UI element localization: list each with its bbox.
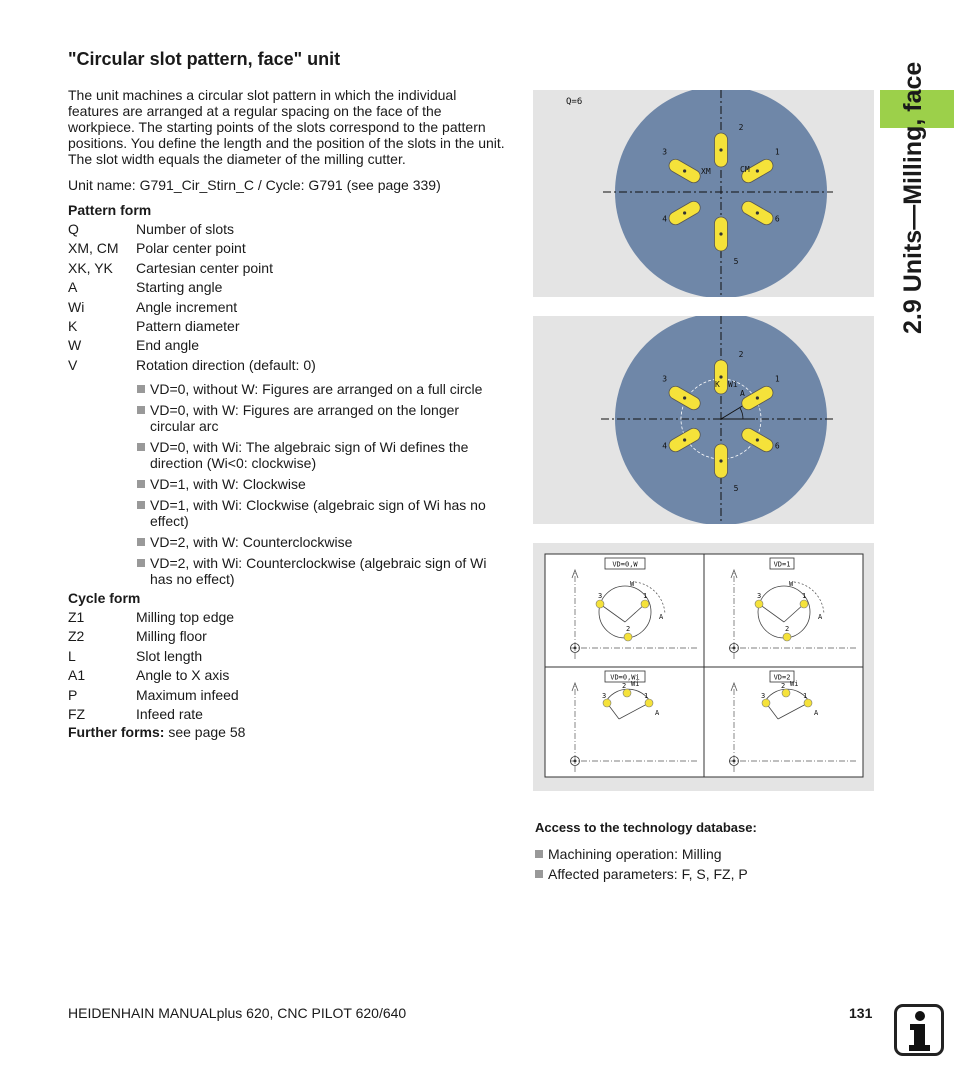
pattern-point [762,699,770,707]
param-key: V [68,356,78,373]
rotation-direction-notes [137,381,507,592]
param-description: Number of slots [136,221,235,237]
pattern-point [596,600,604,608]
slot-center-marker [756,169,759,172]
pattern-point [641,600,649,608]
label-wi: Wi [728,380,738,389]
param-description: Cartesian center point [136,259,273,276]
bullet-text: Machining operation: Milling [548,846,722,862]
bullet-text: VD=2, with W: Counterclockwise [150,534,353,550]
bullet-text: VD=0, with W: Figures are arranged on the longer circular arc [150,402,460,434]
intro-paragraph: The unit machines a circular slot pattern in which the individual features are arranged at a regular spacing on the face of the workpiece. The starting points of the slots correspond to the pattern positions. You define the length and the position of the slots in the unit. The slot width equals the diameter of the milling cutter. [68,87,505,167]
param-key: P [68,686,78,703]
slot-number: 3 [662,374,668,384]
bullet-item [137,381,507,397]
param-key: W [68,337,82,354]
bullet-item [137,555,507,587]
param-key: Q [68,221,79,237]
slot-center-marker [756,438,759,441]
panel-label: VD=0,W [612,560,638,569]
point-number: 2 [781,682,786,690]
mark-w: W [789,580,794,588]
param-description: Angle increment [136,298,238,315]
point-number: 2 [622,682,627,690]
point-number: 3 [598,592,603,600]
point-number: 3 [757,592,762,600]
slot-center-marker [719,232,722,235]
point-number: 3 [761,692,766,700]
bullet-text: VD=1, with Wi: Clockwise (algebraic sign of Wi has no effect) [150,497,486,529]
param-key: Wi [68,298,85,315]
param-key: XM, CM [68,240,119,257]
cycle-form-heading: Cycle form [68,590,141,606]
slot-center-marker [683,211,686,214]
slot-number: 3 [662,147,668,157]
mark-wi: Wi [631,680,640,688]
param-description: Starting angle [136,279,223,296]
footer-text: HEIDENHAIN MANUALplus 620, CNC PILOT 620/640 [68,1005,407,1021]
bullet-text: VD=2, with Wi: Counterclockwise (algebraic sign of Wi has no effect) [150,555,487,587]
param-description: Milling top edge [136,609,235,625]
slot-number: 4 [662,441,668,451]
param-key: A [68,279,78,296]
param-key: K [68,318,78,334]
slot-number: 1 [774,147,780,157]
origin-dot [574,760,577,763]
slot-center-marker [683,396,686,399]
bullet-item [137,497,507,529]
mark-a: A [814,709,819,717]
slot-center-marker [719,375,722,378]
param-key: FZ [68,706,86,722]
further-forms-text: see page 58 [164,724,246,740]
param-key: Z1 [68,609,85,625]
panel-label: VD=0,Wi [610,673,640,682]
origin-dot [574,647,577,650]
pattern-point [603,699,611,707]
page-title: "Circular slot pattern, face" unit [68,49,341,69]
param-key: XK, YK [68,259,113,276]
point-number: 1 [803,692,808,700]
param-description: Maximum infeed [136,686,239,703]
param-key: L [68,647,76,664]
bullet-item [535,866,865,882]
slot-number: 1 [774,374,780,384]
slot-center-marker [756,211,759,214]
slot-number: 5 [733,484,739,493]
bullet-text: VD=1, with W: Clockwise [150,476,306,492]
point-number: 1 [644,692,649,700]
mark-a: A [655,709,660,717]
param-key: Z2 [68,628,85,645]
label-k: K [715,380,720,389]
unit-name: Unit name: G791_Cir_Stirn_C / Cycle: G791 (see page 339) [68,177,441,193]
pattern-point [755,600,763,608]
figure-rotation-direction-panels [533,543,874,791]
further-forms-label: Further forms: [68,724,165,740]
param-description: End angle [136,337,200,354]
param-description: Milling floor [136,628,207,645]
mark-wi: Wi [790,680,799,688]
param-description: Slot length [136,647,203,664]
bullet-item [137,402,507,434]
pattern-point [623,689,631,697]
pattern-point [645,699,653,707]
panel-label: VD=1 [773,560,791,569]
figure-slot-pattern-polar [533,90,874,297]
origin-dot [733,647,736,650]
bullet-text: VD=0, without W: Figures are arranged on a full circle [150,381,483,397]
bullet-text: Affected parameters: F, S, FZ, P [548,866,748,882]
label-a: A [740,389,745,398]
param-description: Pattern diameter [136,318,240,334]
label-cm: CM [740,165,750,174]
slot-number: 6 [774,441,780,451]
bullet-square-icon [137,406,145,414]
point-number: 1 [643,592,648,600]
mark-a: A [659,613,664,621]
origin-dot [733,760,736,763]
bullet-square-icon [137,443,145,451]
chapter-title: 2.9 Units—Milling, face [899,61,927,334]
pattern-point [800,600,808,608]
pattern-form-heading: Pattern form [68,202,152,218]
info-icon [894,1004,944,1056]
slot-number: 5 [733,257,739,266]
bullet-square-icon [137,538,145,546]
further-forms [68,724,245,740]
param-description: Angle to X axis [136,667,230,684]
bullet-square-icon [137,385,145,393]
page-number: 131 [849,1005,873,1021]
slot-center-marker [756,396,759,399]
mark-w: W [630,580,635,588]
mark-a: A [818,613,823,621]
slot-number: 2 [738,123,744,132]
bullet-square-icon [137,501,145,509]
bullet-item [137,439,507,471]
label-q: Q=6 [566,97,583,107]
slot-center-marker [683,169,686,172]
panel-label: VD=2 [773,673,791,682]
param-description: Infeed rate [136,706,203,722]
param-description: Polar center point [136,240,246,257]
slot-center-marker [683,438,686,441]
pattern-point [624,633,632,641]
bullet-text: VD=0, with Wi: The algebraic sign of Wi defines the direction (Wi<0: clockwise) [150,439,469,471]
access-heading: Access to the technology database: [535,820,757,835]
point-number: 2 [785,625,790,633]
access-list [535,846,865,886]
bullet-item [137,476,507,492]
pattern-point [804,699,812,707]
slot-center-marker [719,148,722,151]
param-description: Rotation direction (default: 0) [136,356,316,373]
bullet-square-icon [137,480,145,488]
bullet-square-icon [535,870,543,878]
slot-center-marker [719,459,722,462]
point-number: 3 [602,692,607,700]
bullet-square-icon [137,559,145,567]
pattern-point [783,633,791,641]
slot-number: 2 [738,350,744,359]
bullet-item [137,534,507,550]
slot-number: 4 [662,214,668,224]
point-number: 1 [802,592,807,600]
pattern-point [782,689,790,697]
param-key: A1 [68,667,86,684]
bullet-item [535,846,865,862]
slot-number: 6 [774,214,780,224]
point-number: 2 [626,625,631,633]
bullet-square-icon [535,850,543,858]
figure-slot-pattern-angles [533,316,874,524]
label-xm: XM [701,167,711,176]
